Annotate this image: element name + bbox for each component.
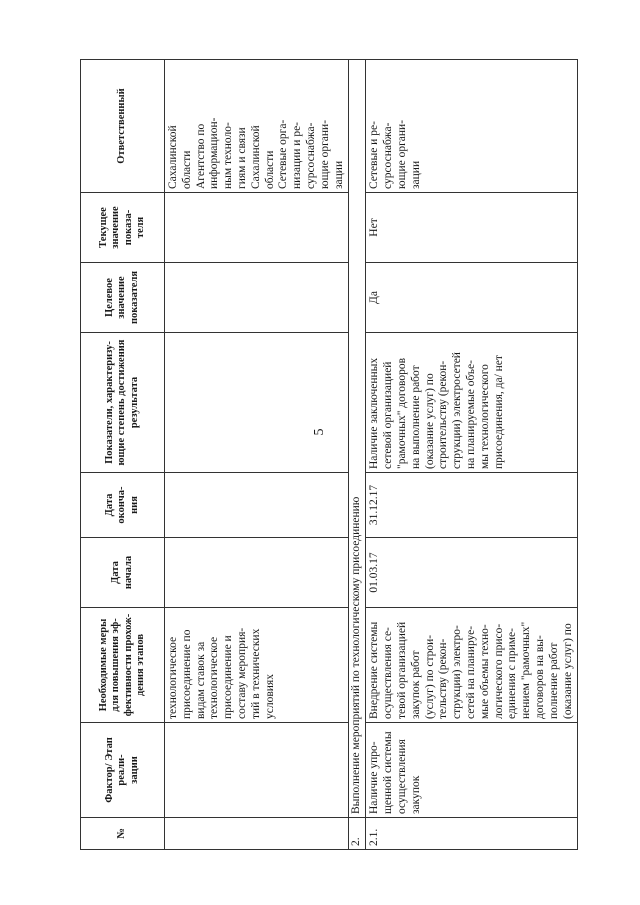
row2-indicator: Наличие заключенных сетевой организацией "рамочных" договоров на выполнение работ (оказание услуг) по строительству (рекон- струкции) электросетей на планируемые объе- мы технологического присоединения, да/ нет	[366, 333, 578, 473]
row2-end-date: 31.12.17	[366, 473, 578, 538]
row1-start	[165, 538, 349, 608]
header-target-value: Целевое значение показателя	[81, 263, 165, 333]
header-row	[81, 60, 165, 850]
rotated-page	[80, 50, 574, 850]
row2-current-value: Нет	[366, 193, 578, 263]
row1-target	[165, 263, 349, 333]
header-current-value: Текущее значение показа- теля	[81, 193, 165, 263]
row2-target-value: Да	[366, 263, 578, 333]
row2-responsible: Сетевые и ре- сурсоснабжа- ющие органи- зации	[366, 60, 578, 193]
section-num: 2.	[349, 818, 366, 850]
table-row	[165, 60, 349, 850]
row1-factor	[165, 723, 349, 818]
row1-responsible: Сахалинской области Агентство по информацион- ным техноло- гиям и связи Сахалинской области Сетевые орга- низации и ре- сурсоснабжа- ющие органи- зации	[165, 60, 349, 193]
header-measures: Необходимые меры для повышения эф- фективности прохож- дения этапов	[81, 608, 165, 723]
section-title: Выполнение мероприятий по технологическому присоединению	[349, 60, 366, 818]
measures-table	[80, 59, 578, 850]
section-row	[349, 60, 366, 850]
row1-measures: технологическое присоединение по видам ставок за технологическое присоединение и составу мероприя- тий в технических условиях	[165, 608, 349, 723]
header-responsible: Ответственный	[81, 60, 165, 193]
measures-table-sheet	[80, 50, 574, 850]
header-factor: Фактор/ Этап реали- зации	[81, 723, 165, 818]
page-number: 5	[312, 428, 327, 436]
header-start-date: Дата начала	[81, 538, 165, 608]
row2-start-date: 01.03.17	[366, 538, 578, 608]
row2-factor: Наличие упро- щенной системы осуществления закупок	[366, 723, 578, 818]
header-indicator: Показатели, характеризу- ющие степень достижения результата	[81, 333, 165, 473]
row1-current	[165, 193, 349, 263]
header-end-date: Дата оконча- ния	[81, 473, 165, 538]
row1-end	[165, 473, 349, 538]
table-row	[366, 60, 578, 850]
header-num: №	[81, 818, 165, 850]
row2-measures: Внедрение системы осуществления се- тевой организацией закупок работ (услуг) по строи- тельству (рекон- струкции) электро- сетей на планируе- мые объемы техно- логического присо- единения с приме- нением "рамочных" договоров на вы- полнение работ (оказание услуг) по	[366, 608, 578, 723]
row1-indicator	[165, 333, 349, 473]
row1-num	[165, 818, 349, 850]
row2-num: 2.1.	[366, 818, 578, 850]
